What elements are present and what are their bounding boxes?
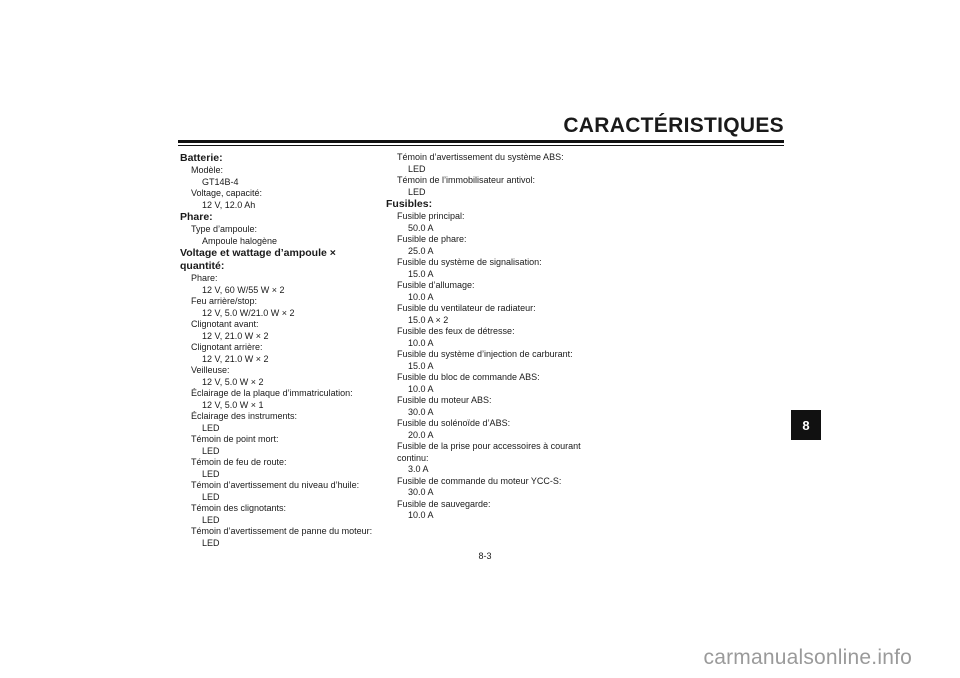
spec-value: 12 V, 5.0 W × 1 [202,399,264,410]
section-heading: Voltage et wattage d’ampoule × quantité: [180,247,336,272]
spec-value: 15.0 A × 2 [408,314,449,325]
spec-label: Fusible du système de signalisation: [397,257,542,267]
spec-value: LED [202,445,220,456]
spec-label: Témoin d’avertissement du niveau d’huile: [191,480,360,490]
spec-value: 20.0 A [408,429,434,440]
spec-value: LED [408,186,426,197]
section-heading: Batterie: [180,152,223,164]
spec-value: 15.0 A [408,360,434,371]
spec-value: 25.0 A [408,245,434,256]
spec-label: Témoin de feu de route: [191,457,287,467]
spec-label: Fusible du moteur ABS: [397,395,492,405]
spec-value: GT14B-4 [202,176,239,187]
specs-left-column [180,152,380,549]
spec-value: 12 V, 21.0 W × 2 [202,353,269,364]
page-title: CARACTÉRISTIQUES [563,114,784,137]
spec-value: 12 V, 5.0 W/21.0 W × 2 [202,307,295,318]
spec-value: LED [202,537,220,548]
spec-label: Feu arrière/stop: [191,296,258,306]
spec-label: Clignotant arrière: [191,342,263,352]
spec-label: Phare: [191,273,218,283]
spec-label: Type d’ampoule: [191,224,258,234]
spec-label: Témoin d’avertissement du système ABS: [397,152,564,162]
spec-value: 30.0 A [408,406,434,417]
spec-label: Témoin d’avertissement de panne du moteur: [191,526,373,536]
spec-label: Fusible du système d’injection de carburant: [397,349,573,359]
spec-value: 12 V, 12.0 Ah [202,199,256,210]
spec-value: 12 V, 5.0 W × 2 [202,376,264,387]
spec-label: Fusible de commande du moteur YCC-S: [397,475,562,486]
title-rule-thin [178,145,784,146]
spec-label: Fusible de sauvegarde: [397,498,491,509]
spec-label: Témoin de point mort: [191,434,279,444]
spec-value: LED [202,491,220,502]
spec-label: Témoin de l’immobilisateur antivol: [397,175,536,185]
spec-value: Ampoule halogène [202,235,278,246]
spec-label: Fusible des feux de détresse: [397,326,515,336]
spec-label: Fusible de phare: [397,234,467,244]
spec-value: 30.0 A [408,487,434,497]
spec-value: 10.0 A [408,510,434,520]
chapter-tab: 8 [791,410,821,440]
spec-label: Fusible de la prise pour accessoires à courant [397,441,581,451]
specs-right-column [386,152,596,522]
spec-label: Éclairage de la plaque d’immatriculation: [191,388,353,398]
spec-label: Éclairage des instruments: [191,411,298,421]
spec-value: 50.0 A [408,222,434,233]
spec-value: LED [202,514,220,525]
page-number: 8-3 [478,551,492,561]
spec-label: continu: [397,452,429,463]
spec-label: Fusible du ventilateur de radiateur: [397,303,536,313]
section-heading: Phare: [180,211,213,223]
section-heading: Fusibles: [386,198,433,210]
title-rule-thick [178,140,784,143]
spec-label: Fusible d’allumage: [397,280,475,290]
spec-value: 12 V, 21.0 W × 2 [202,330,269,341]
spec-value: 3.0 A [408,464,429,474]
spec-value: 10.0 A [408,383,434,394]
spec-value: 12 V, 60 W/55 W × 2 [202,284,285,295]
spec-label: Fusible du bloc de commande ABS: [397,372,540,382]
spec-label: Fusible du solénoïde d’ABS: [397,418,511,428]
spec-label: Témoin des clignotants: [191,503,287,513]
spec-label: Clignotant avant: [191,319,259,329]
spec-value: 15.0 A [408,268,434,279]
spec-value: LED [202,468,220,479]
spec-label: Voltage, capacité: [191,188,263,198]
watermark: carmanualsonline.info [703,646,912,669]
spec-value: LED [202,422,220,433]
spec-value: 10.0 A [408,291,434,302]
spec-value: 10.0 A [408,337,434,348]
spec-value: LED [408,163,426,174]
spec-label: Fusible principal: [397,211,465,221]
spec-label: Modèle: [191,165,224,175]
spec-label: Veilleuse: [191,365,230,375]
